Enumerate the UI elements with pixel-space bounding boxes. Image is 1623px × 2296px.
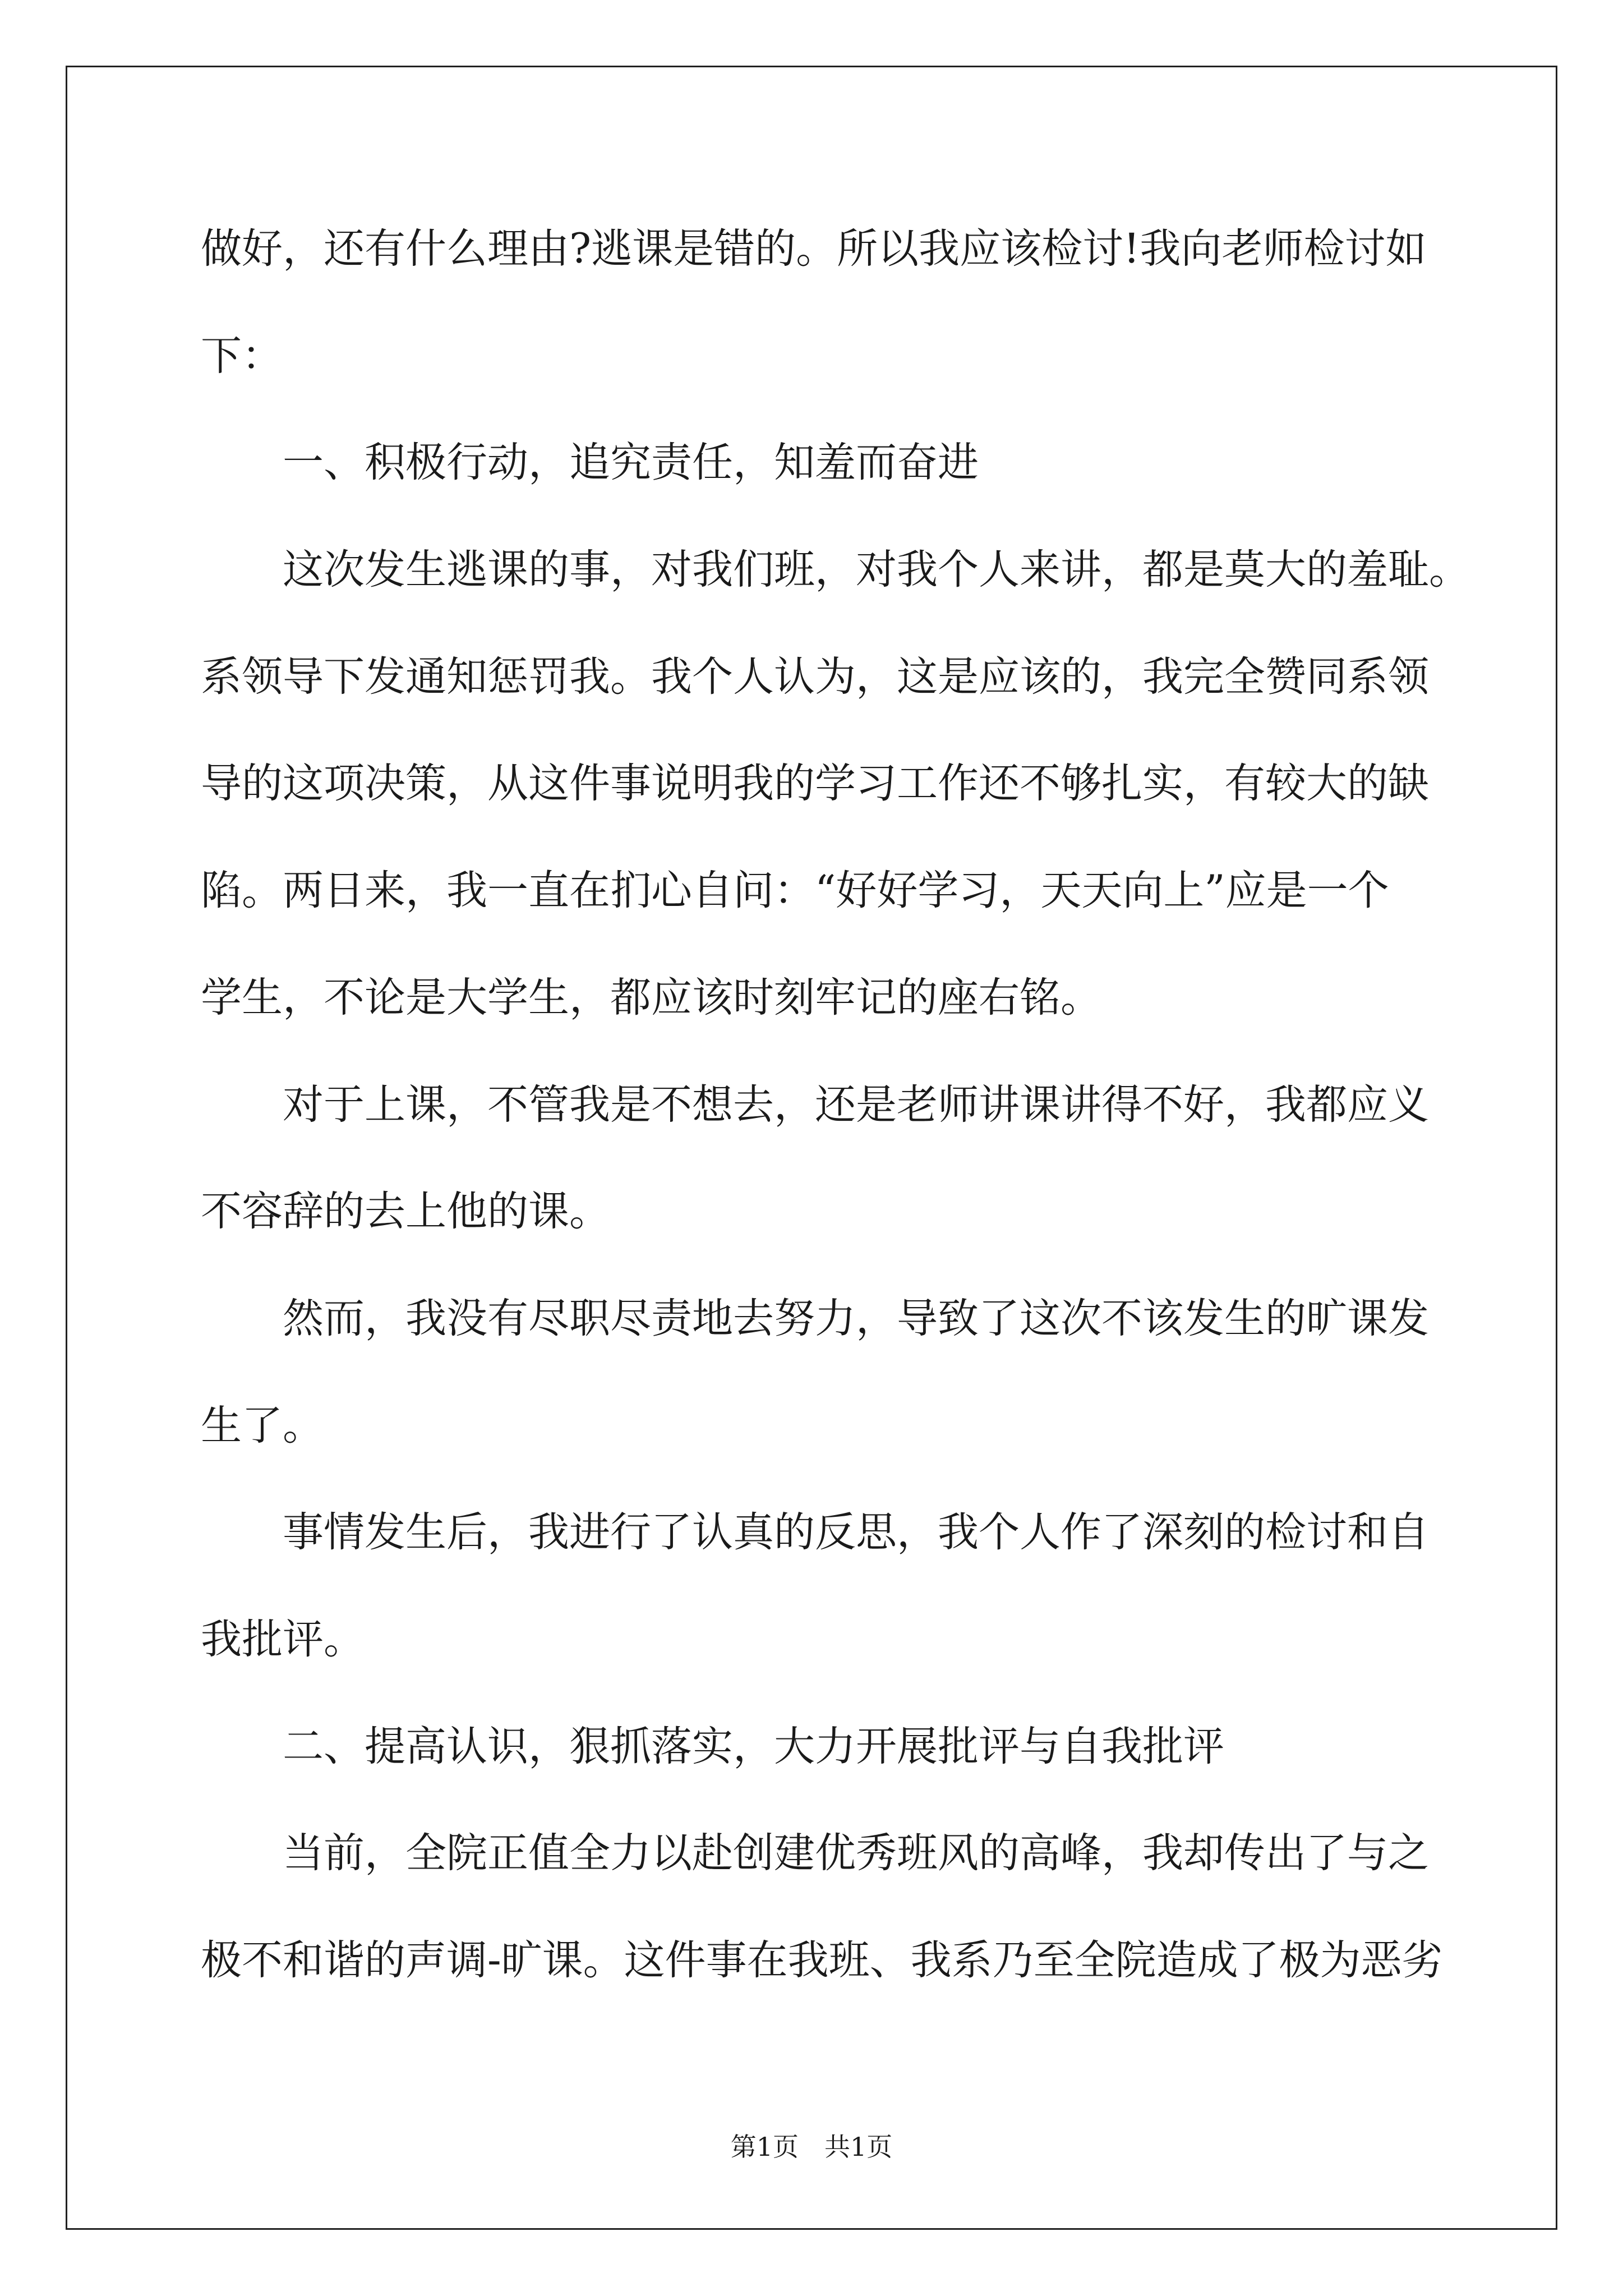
page-total: 共1页 [824,2132,893,2162]
text-line: 做好，还有什么理由?逃课是错的。所以我应该检讨!我向老师检讨如 [201,225,1427,273]
section-heading [201,1694,1536,1801]
text-line: 陷。两日来，我一直在扪心自问：“好好学习，天天向上”应是一个 [201,867,1389,915]
text-line: 事情发生后，我进行了认真的反思，我个人作了深刻的检讨和自 [283,1508,1429,1557]
text-line: 生了。 [201,1401,324,1450]
page-number: 第1页 [730,2132,799,2162]
text-line: 导的这项决策，从这件事说明我的学习工作还不够扎实，有较大的缺 [201,760,1429,808]
text-line: 下： [201,332,283,380]
section-heading [201,409,1536,517]
paragraph [201,517,1536,1051]
paragraph [201,1479,1536,1693]
text-line: 当前，全院正值全力以赴创建优秀班风的高峰，我却传出了与之 [283,1829,1429,1878]
text-line: 对于上课，不管我是不想去，还是老师讲课讲得不好，我都应义 [283,1080,1429,1129]
text-line: 我批评。 [201,1615,365,1663]
paragraph [201,196,1536,409]
paragraph [201,1266,1536,1479]
text-line: 一、积极行动，追究责任，知羞而奋进 [283,439,979,487]
page-footer [0,2130,1623,2164]
text-line: 极不和谐的声调-旷课。这件事在我班、我系乃至全院造成了极为恶劣 [201,1936,1443,1984]
text-line: 二、提高认识，狠抓落实，大力开展批评与自我批评 [283,1722,1224,1770]
paragraph [201,1800,1536,2014]
text-line: 不容辞的去上他的课。 [201,1188,610,1236]
text-line: 然而，我没有尽职尽责地去努力，导致了这次不该发生的旷课发 [283,1294,1429,1342]
text-line: 学生，不论是大学生，都应该时刻牢记的座右铭。 [201,973,1101,1022]
text-line: 系领导下发通知惩罚我。我个人认为，这是应该的，我完全赞同系领 [201,652,1429,701]
text-line: 这次发生逃课的事，对我们班，对我个人来讲，都是莫大的羞耻。 [283,546,1470,594]
paragraph [201,1052,1536,1266]
document-body [201,196,1536,2014]
